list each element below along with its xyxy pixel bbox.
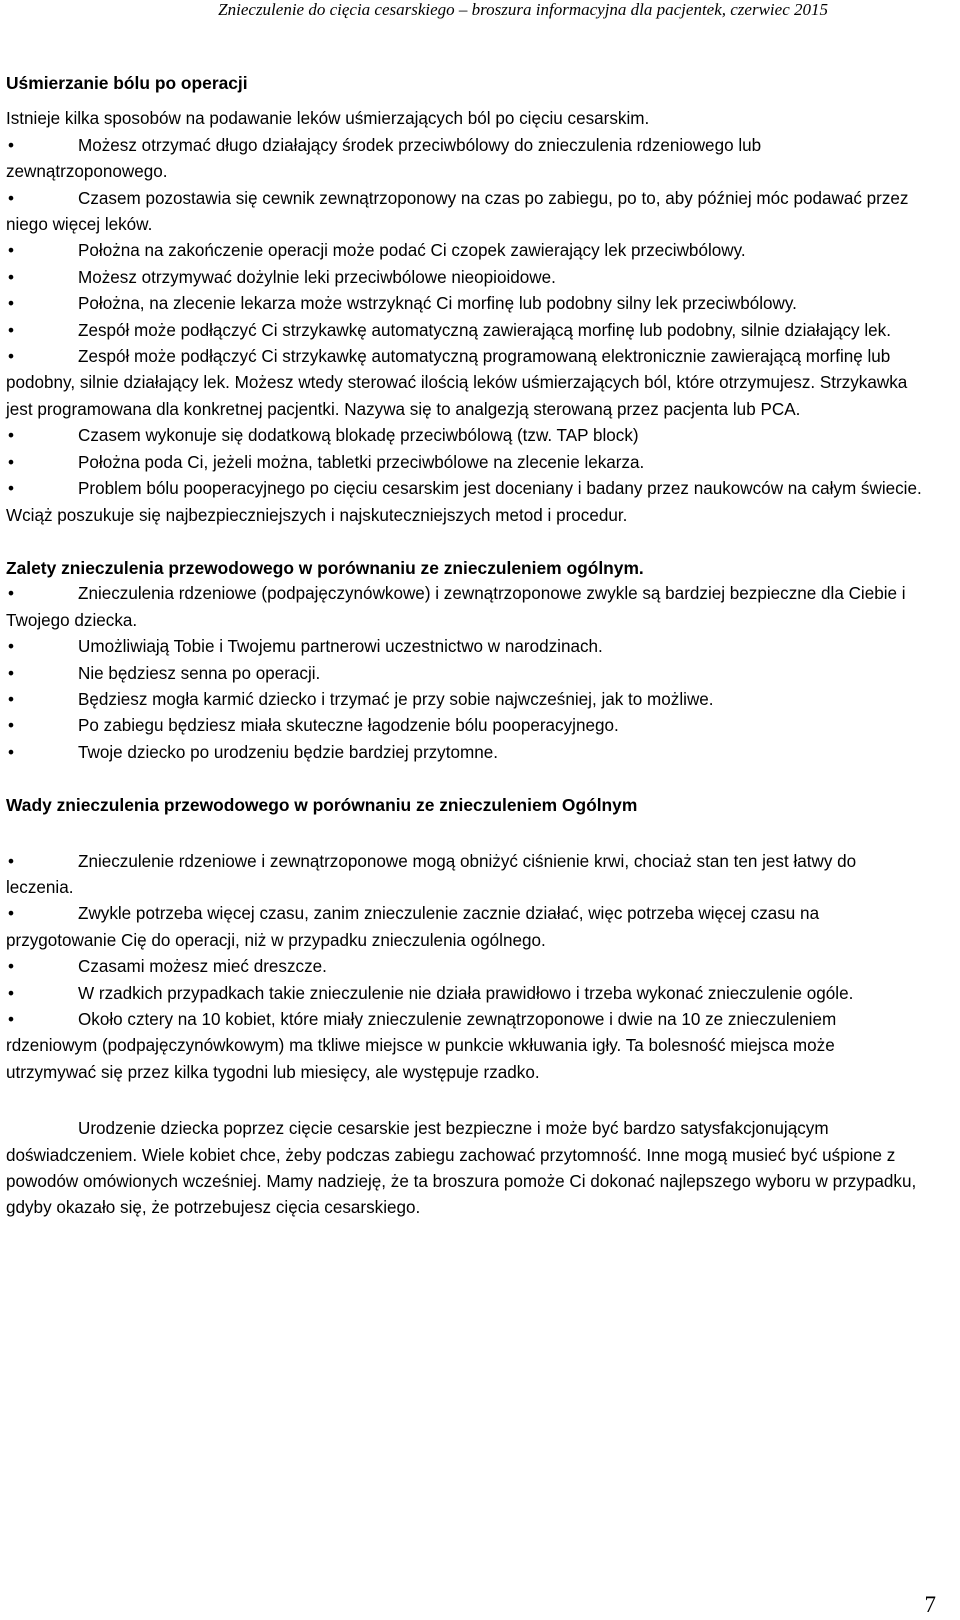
section-title-pain-relief: Uśmierzanie bólu po operacji xyxy=(6,73,248,93)
bullet-text: Czasami możesz mieć dreszcze. xyxy=(78,957,327,977)
bullet-text: Czasem pozostawia się cewnik zewnątrzoponowy na czas po zabiegu, po to, aby później móc podawać przez niego więcej leków. xyxy=(6,188,909,235)
bullet-text: Zespół może podłączyć Ci strzykawkę automatyczną zawierającą morfinę lub podobny, silnie działający lek. xyxy=(78,320,891,340)
bullet-icon: • xyxy=(8,663,14,683)
bullet-text: Zespół może podłączyć Ci strzykawkę automatyczną programowaną elektronicznie zawierającą morfinę lub podobny, silnie działający lek. Możesz wtedy sterować ilością leków uśmierzających ból, które otrzymujesz. Strzykawka jest programowana dla konkretnej pacjentki. Nazywa się to analgezją sterowaną przez pacjenta lub PCA. xyxy=(6,347,908,419)
bullet-item xyxy=(6,450,926,476)
bullet-item xyxy=(6,318,926,344)
bullet-icon: • xyxy=(8,904,14,924)
bullet-icon: • xyxy=(8,689,14,709)
bullet-item xyxy=(6,423,926,449)
bullet-text: Znieczulenia rdzeniowe (podpajęczynówkowe) i zewnątrzoponowe zwykle są bardziej bezpieczne dla Ciebie i Twojego dziecka. xyxy=(6,584,906,630)
bullet-icon: • xyxy=(8,742,14,762)
page-number: 7 xyxy=(924,1592,936,1617)
spacer xyxy=(6,529,926,555)
bullet-item xyxy=(6,981,926,1007)
bullet-text: Około cztery na 10 kobiet, które miały znieczulenie zewnątrzoponowe i dwie na 10 ze znieczuleniem rdzeniowym (podpajęczynówkowym) ma tkliwe miejsce w punkcie wkłuwania igły. Ta bolesność miejsca może utrzymywać się przez kilka tygodni lub miesięcy, ale występuje rzadko. xyxy=(6,1010,837,1082)
bullet-icon: • xyxy=(8,294,14,314)
bullet-text: Nie będziesz senna po operacji. xyxy=(78,663,321,683)
bullet-text: Po zabiegu będziesz miała skuteczne łagodzenie bólu pooperacyjnego. xyxy=(78,716,619,736)
bullet-item xyxy=(6,581,926,634)
bullet-icon: • xyxy=(8,983,14,1003)
section-intro: Istnieje kilka sposobów na podawanie leków uśmierzających ból po cięciu cesarskim. xyxy=(6,109,650,129)
bullet-item xyxy=(6,265,926,291)
bullet-icon: • xyxy=(8,957,14,977)
bullet-item xyxy=(6,133,926,186)
bullet-item xyxy=(6,476,926,529)
bullet-icon: • xyxy=(8,584,14,604)
closing-paragraph: Urodzenie dziecka poprzez cięcie cesarskie jest bezpieczne i może być bardzo satysfakcjonującym doświadczeniem. Wiele kobiet chce, żeby podczas zabiegu zachować przytomność. Inne mogą musieć być uśpione z powodów omówionych wcześniej. Mamy nadzieję, że ta broszura pomoże Ci dokonać najlepszego wyboru w przypadku, gdyby okazało się, że potrzebujesz cięcia cesarskiego. xyxy=(6,1119,917,1218)
spacer xyxy=(6,819,926,849)
bullet-text: Możesz otrzymywać dożylnie leki przeciwbólowe nieopioidowe. xyxy=(78,267,556,287)
section-title-disadvantages: Wady znieczulenia przewodowego w porównaniu ze znieczuleniem Ogólnym xyxy=(6,795,638,816)
spacer xyxy=(6,96,926,106)
running-header: Znieczulenie do cięcia cesarskiego – broszura informacyjna dla pacjentek, czerwiec 2015 xyxy=(218,0,828,19)
bullet-item xyxy=(6,661,926,687)
bullet-text: Położna poda Ci, jeżeli można, tabletki przeciwbólowe na zlecenie lekarza. xyxy=(78,452,645,472)
bullet-icon: • xyxy=(8,241,14,261)
bullet-text: Problem bólu pooperacyjnego po cięciu cesarskim jest doceniany i badany przez naukowców na całym świecie. Wciąż poszukuje się najbezpieczniejszych i najskuteczniejszych metod i procedur. xyxy=(6,479,922,525)
bullet-text: Czasem wykonuje się dodatkową blokadę przeciwbólową (tzw. TAP block) xyxy=(78,426,639,446)
bullet-item xyxy=(6,740,926,766)
bullet-text: Twoje dziecko po urodzeniu będzie bardziej przytomne. xyxy=(78,742,498,762)
bullet-item xyxy=(6,186,926,239)
bullet-item xyxy=(6,1007,926,1086)
bullet-icon: • xyxy=(8,267,14,287)
bullet-text: Umożliwiają Tobie i Twojemu partnerowi uczestnictwo w narodzinach. xyxy=(78,637,603,657)
bullet-icon: • xyxy=(8,135,14,155)
bullet-text: Położna, na zlecenie lekarza może wstrzyknąć Ci morfinę lub podobny silny lek przeciwbólowy. xyxy=(78,294,797,314)
bullet-text: W rzadkich przypadkach takie znieczulenie nie działa prawidłowo i trzeba wykonać znieczulenie ogóle. xyxy=(78,983,854,1003)
bullet-item xyxy=(6,687,926,713)
bullet-icon: • xyxy=(8,637,14,657)
bullet-list-advantages xyxy=(6,581,926,766)
bullet-icon: • xyxy=(8,851,14,871)
bullet-text: Będziesz mogła karmić dziecko i trzymać je przy sobie najwcześniej, jak to możliwe. xyxy=(78,689,714,709)
bullet-icon: • xyxy=(8,347,14,367)
bullet-icon: • xyxy=(8,1010,14,1029)
section-title-advantages: Zalety znieczulenia przewodowego w porównaniu ze znieczuleniem ogólnym. xyxy=(6,557,644,578)
spacer xyxy=(6,1086,926,1116)
bullet-icon: • xyxy=(8,452,14,472)
bullet-text: Położna na zakończenie operacji może podać Ci czopek zawierający lek przeciwbólowy. xyxy=(78,241,746,261)
bullet-icon: • xyxy=(8,426,14,446)
bullet-text: Znieczulenie rdzeniowe i zewnątrzoponowe mogą obniżyć ciśnienie krwi, chociaż stan ten jest łatwy do leczenia. xyxy=(6,851,857,897)
bullet-icon: • xyxy=(8,479,14,499)
bullet-icon: • xyxy=(8,320,14,340)
document-body xyxy=(6,70,926,1222)
bullet-item xyxy=(6,901,926,954)
bullet-item xyxy=(6,954,926,980)
bullet-text: Możesz otrzymać długo działający środek przeciwbólowy do znieczulenia rdzeniowego lub zewnątrzoponowego. xyxy=(6,135,762,182)
bullet-icon: • xyxy=(8,188,14,208)
bullet-item xyxy=(6,291,926,317)
spacer xyxy=(6,766,926,792)
bullet-item xyxy=(6,344,926,423)
bullet-list-pain-relief xyxy=(6,133,926,529)
bullet-text: Zwykle potrzeba więcej czasu, zanim znieczulenie zacznie działać, więc potrzeba więcej czasu na przygotowanie Cię do operacji, niż w przypadku znieczulenia ogólnego. xyxy=(6,904,820,950)
bullet-item xyxy=(6,634,926,660)
bullet-item xyxy=(6,849,926,902)
bullet-list-disadvantages xyxy=(6,849,926,1087)
bullet-icon: • xyxy=(8,716,14,736)
bullet-item xyxy=(6,713,926,739)
bullet-item xyxy=(6,238,926,264)
